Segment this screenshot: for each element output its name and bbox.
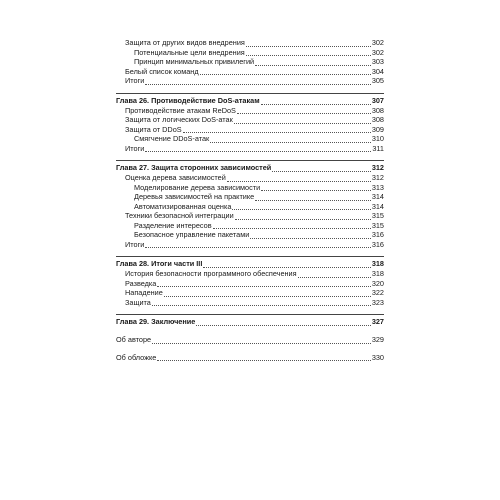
toc-chapter[interactable] — [116, 314, 384, 327]
toc-entry-title: Смягчение DDoS-атак — [134, 134, 210, 143]
toc-entry-title: Разделение интересов — [134, 220, 212, 230]
toc-entry-title: Защита от DDoS — [125, 124, 182, 134]
toc-entry[interactable] — [116, 192, 384, 202]
toc-entry-title: Защита — [125, 297, 151, 307]
toc-leader — [157, 354, 370, 361]
toc-entry-title: Об обложке — [116, 352, 157, 362]
toc-entry-page: 308 — [371, 115, 384, 124]
toc-entry[interactable] — [116, 269, 384, 279]
toc-entry-title: Разведка — [125, 278, 157, 288]
toc-entry[interactable] — [116, 221, 384, 231]
toc-leader — [145, 145, 371, 152]
toc-entry[interactable] — [116, 183, 384, 193]
toc-leader — [255, 194, 371, 201]
table-of-contents — [116, 38, 384, 362]
toc-entry-title: История безопасности программного обеспечения — [125, 269, 297, 278]
toc-leader — [152, 337, 371, 344]
toc-entry-page: 315 — [371, 211, 384, 220]
toc-entry-page: 312 — [371, 173, 384, 182]
toc-entry-page: 330 — [371, 352, 384, 362]
toc-chapter[interactable] — [116, 256, 384, 269]
toc-entry[interactable] — [116, 67, 384, 77]
toc-entry[interactable] — [116, 38, 384, 48]
toc-entry-title: Автоматизированная оценка — [134, 201, 232, 211]
toc-entry[interactable] — [116, 240, 384, 250]
toc-entry-page: 308 — [371, 105, 384, 115]
toc-leader — [145, 241, 371, 248]
toc-chapter[interactable] — [116, 93, 384, 106]
toc-entry-page: 305 — [371, 76, 384, 85]
toc-entry[interactable] — [116, 76, 384, 86]
toc-entry-title: Защита от других видов внедрения — [125, 38, 245, 47]
toc-leader — [213, 222, 371, 229]
toc-chapter-page: 307 — [371, 95, 384, 105]
toc-entry-page: 302 — [371, 38, 384, 47]
toc-chapter-page: 312 — [371, 163, 384, 172]
toc-leader — [196, 319, 370, 326]
toc-entry-title: Итоги — [125, 239, 145, 249]
toc-leader — [298, 271, 371, 278]
toc-chapter-title: Глава 26. Противодействие DoS-атакам — [116, 95, 260, 105]
toc-entry-title: Противодействие атакам ReDoS — [125, 105, 236, 115]
toc-entry-title: Итоги — [125, 76, 145, 85]
toc-leader — [200, 68, 371, 75]
toc-entry-page: 310 — [371, 134, 384, 143]
toc-leader — [203, 261, 370, 268]
toc-entry-title: Об авторе — [116, 335, 152, 344]
toc-chapter-title: Глава 27. Защита сторонних зависимостей — [116, 163, 272, 172]
toc-entry-title: Потенциальные цели внедрения — [134, 47, 245, 57]
toc-entry-page: 316 — [371, 230, 384, 239]
toc-leader — [164, 290, 371, 297]
toc-entry[interactable] — [116, 125, 384, 135]
toc-leader — [232, 203, 370, 210]
toc-entry-page: 315 — [371, 220, 384, 230]
toc-entry-page: 323 — [371, 297, 384, 307]
toc-leader — [145, 78, 371, 85]
toc-entry-page: 322 — [371, 288, 384, 297]
toc-entry[interactable] — [116, 230, 384, 240]
toc-leader — [183, 126, 371, 133]
toc-entry-title: Принцип минимальных привилегий — [134, 57, 255, 66]
toc-entry[interactable] — [116, 144, 384, 154]
toc-entry-title: Техники безопасной интеграции — [125, 211, 234, 220]
toc-entry-title: Деревья зависимостей на практике — [134, 192, 255, 201]
toc-entry-title: Белый список команд — [125, 66, 199, 76]
toc-entry[interactable] — [116, 202, 384, 212]
toc-entry[interactable] — [116, 335, 384, 345]
toc-leader — [255, 59, 371, 66]
toc-entry-title: Итоги — [125, 143, 145, 153]
toc-entry[interactable] — [116, 134, 384, 144]
toc-entry[interactable] — [116, 106, 384, 116]
toc-chapter-page: 327 — [371, 317, 384, 326]
toc-leader — [235, 213, 371, 220]
toc-entry-title: Безопасное управление пакетами — [134, 230, 250, 239]
toc-entry-page: 304 — [371, 66, 384, 76]
toc-entry-page: 329 — [371, 335, 384, 344]
toc-entry[interactable] — [116, 298, 384, 308]
toc-entry-page: 314 — [371, 201, 384, 211]
toc-leader — [152, 299, 371, 306]
toc-entry[interactable] — [116, 48, 384, 58]
toc-entry-page: 302 — [371, 47, 384, 57]
toc-leader — [246, 40, 371, 47]
toc-entry-page: 309 — [371, 124, 384, 134]
toc-entry-page: 311 — [372, 143, 384, 153]
toc-entry-page: 303 — [371, 57, 384, 66]
toc-entry-title: Оценка дерева зависимостей — [125, 173, 226, 182]
toc-leader — [237, 107, 371, 114]
toc-leader — [272, 165, 371, 172]
toc-leader — [246, 49, 371, 56]
toc-chapter[interactable] — [116, 160, 384, 173]
toc-leader — [157, 280, 371, 287]
toc-entry-page: 313 — [371, 182, 384, 192]
toc-entry-title: Нападение — [125, 288, 163, 297]
toc-entry-page: 314 — [371, 192, 384, 201]
toc-entry[interactable] — [116, 115, 384, 125]
toc-entry-page: 316 — [371, 239, 384, 249]
toc-entry-title: Защита от логических DoS-атак — [125, 115, 233, 124]
toc-leader — [234, 117, 371, 124]
toc-entry[interactable] — [116, 211, 384, 221]
toc-entry[interactable] — [116, 288, 384, 298]
toc-entry[interactable] — [116, 173, 384, 183]
toc-chapter-title: Глава 29. Заключение — [116, 317, 196, 326]
toc-leader — [250, 232, 371, 239]
toc-entry-title: Моделирование дерева зависимости — [134, 182, 261, 192]
toc-leader — [261, 98, 371, 105]
toc-chapter-title: Глава 28. Итоги части III — [116, 259, 203, 268]
toc-entry-page: 318 — [371, 269, 384, 278]
toc-leader — [210, 136, 371, 143]
toc-entry[interactable] — [116, 279, 384, 289]
toc-entry[interactable] — [116, 353, 384, 363]
toc-entry[interactable] — [116, 57, 384, 67]
toc-leader — [227, 175, 371, 182]
toc-entry-page: 320 — [371, 278, 384, 288]
toc-chapter-page: 318 — [371, 259, 384, 268]
toc-leader — [261, 184, 371, 191]
